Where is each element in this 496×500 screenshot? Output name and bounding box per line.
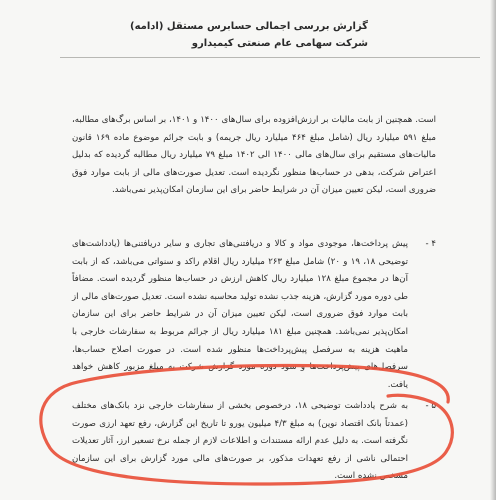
report-header: [130, 18, 368, 52]
item-5-number: ۵ -: [425, 401, 436, 411]
item-4-text: پیش پرداخت‌ها، موجودی مواد و کالا و دریافتنی‌های تجاری و سایر دریافتنی‌ها (یادداشت‌های توضیحی ۱۸، ۱۹ و ۲۰) شامل مبلغ ۲۶۳ میلیارد ریال اقلام راکد و سنواتی می‌باشد، که از بابت آن‌ها در مجموع مبلغ ۱۲۸ میلیارد ریال کاهش ارزش در حساب‌ها منظور گردیده است. مضافاً طی دوره مورد گزارش، هزینه جذب نشده تولید محاسبه نشده است. تعدیل صورت‌های مالی از بابت موارد فوق ضروری است، لیکن تعیین میزان آن در شرایط حاضر برای این سازمان امکان‌پذیر نمی‌باشد. همچنین مبلغ ۱۸۱ میلیارد ریال از جرائم مربوط به سفارشات خارجی با ماهیت هزینه به سرفصل پیش‌پرداخت‌ها منظور شده است. در صورت اصلاح حساب‌ها، سرفصل‌های پیش‌پرداخت‌ها و سود دوره مورد گزارش شرکت به مبلغ مزبور کاهش خواهد یافت.: [72, 239, 409, 390]
page-edge-shadow: [490, 0, 496, 500]
header-divider: [60, 57, 480, 58]
item-4: [72, 236, 436, 394]
item-5-text: به شرح یادداشت توضیحی ۱۸، درخصوص بخشی از سفارشات خارجی نزد بانک‌های مختلف (عمدتاً بانک اقتصاد نوین) به مبلغ ۴/۳ میلیون یورو تا تاریخ این گزارش، رفع تعهد ارزی صورت نگرفته است. به دلیل عدم ارائه مستندات و اطلاعات لازم از جمله نرخ تسعیر ارز، آثار تعدیلات احتمالی ناشی از رفع تعهدات مذکور، بر صورت‌های مالی مورد گزارش برای این سازمان مشخص نشده است.: [72, 401, 408, 482]
company-name: شرکت سهامی عام صنعتی کیمیدارو: [191, 38, 368, 49]
continued-paragraph: است. همچنین از بابت مالیات بر ارزش‌افزوده برای سال‌های ۱۴۰۰ و ۱۴۰۱، بر اساس برگ‌های مطالبه، مبلغ ۵۹۱ میلیارد ریال (شامل مبلغ ۴۶۴ میلیارد ریال جریمه) و بابت جرائم موضوع ماده ۱۶۹ قانون مالیات‌های مستقیم برای سال‌های مالی ۱۴۰۰ الی ۱۴۰۲ مبلغ ۷۹ میلیارد ریال مطالبه گردیده که بدلیل اعتراض شرکت، بدهی در حساب‌ها منظور نگردیده است. تعدیل صورت‌های مالی از بابت موارد فوق ضروری است، لیکن تعیین میزان آن در شرایط حاضر برای این سازمان امکان‌پذیر نمی‌باشد.: [72, 115, 436, 196]
report-title: گزارش بررسی اجمالی حسابرس مستقل (ادامه): [130, 21, 368, 32]
item-5: [72, 398, 436, 486]
item-4-number: ۴ -: [425, 239, 436, 249]
